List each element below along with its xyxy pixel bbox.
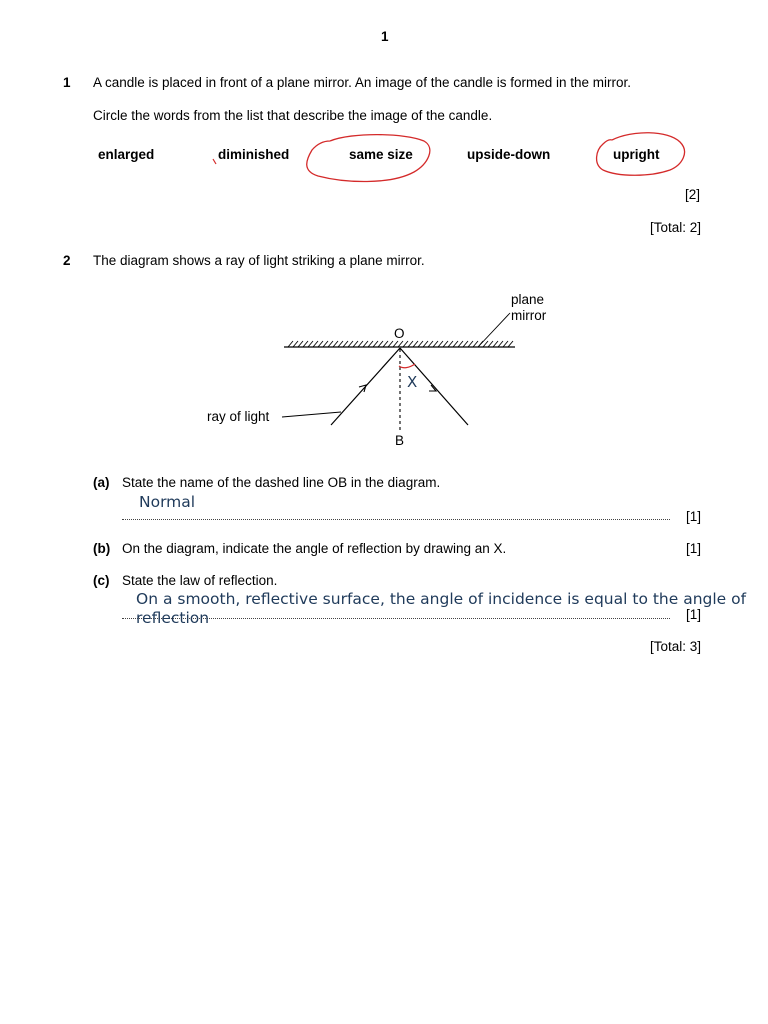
hatch-mark (333, 341, 338, 347)
hatch-mark (343, 341, 348, 347)
q2a-text: State the name of the dashed line OB in the diagram. (122, 475, 441, 490)
hatch-mark (418, 341, 423, 347)
label-ray-of-light: ray of light (207, 409, 270, 424)
q1-text: A candle is placed in front of a plane mirror. An image of the candle is formed in the mirror. (93, 75, 632, 90)
hatch-mark (338, 341, 343, 347)
angle-mark-x: X (407, 373, 418, 391)
hatch-mark (363, 341, 368, 347)
hatch-mark (318, 341, 323, 347)
q1-number: 1 (63, 75, 71, 90)
hatch-mark (388, 341, 393, 347)
hatch-mark (403, 341, 408, 347)
q2-number: 2 (63, 253, 71, 268)
hatch-mark (323, 341, 328, 347)
hatch-mark (488, 341, 493, 347)
hatch-mark (413, 341, 418, 347)
q2c-text: State the law of reflection. (122, 573, 278, 588)
hatch-mark (448, 341, 453, 347)
hatch-mark (298, 341, 303, 347)
q1-total: [Total: 2] (650, 220, 702, 235)
hatch-mark (473, 341, 478, 347)
ray-pointer (282, 412, 341, 417)
hatch-mark (368, 341, 373, 347)
hatch-mark (328, 341, 333, 347)
hatch-mark (408, 341, 413, 347)
hatch-mark (353, 341, 358, 347)
q2c-answer-line2[interactable]: reflection (136, 609, 210, 627)
q2c-marks: [1] (686, 607, 702, 622)
hatch-mark (458, 341, 463, 347)
q2-total: [Total: 3] (650, 639, 702, 654)
hatch-mark (468, 341, 473, 347)
option-diminished[interactable]: diminished (218, 147, 290, 162)
reflection-angle-arc (399, 364, 415, 368)
stray-tick-mark (213, 159, 216, 164)
hatch-mark (508, 341, 513, 347)
q2b-text: On the diagram, indicate the angle of reflection by drawing an X. (122, 541, 507, 556)
hatch-mark (428, 341, 433, 347)
hatch-mark (463, 341, 468, 347)
hatch-mark (378, 341, 383, 347)
hatch-mark (373, 341, 378, 347)
hatch-mark (398, 341, 403, 347)
circle-same-size (307, 135, 430, 182)
hatch-mark (383, 341, 388, 347)
option-enlarged[interactable]: enlarged (98, 147, 155, 162)
hatch-mark (503, 341, 508, 347)
q2a-label: (a) (93, 475, 110, 490)
label-o: O (394, 326, 405, 341)
q2c-answer-line1[interactable]: On a smooth, reflective surface, the angle of incidence is equal to the angle of (136, 590, 747, 608)
hatch-mark (433, 341, 438, 347)
q2-text: The diagram shows a ray of light striking a plane mirror. (93, 253, 425, 268)
q2b-marks: [1] (686, 541, 702, 556)
q2b-label: (b) (93, 541, 111, 556)
q2c-label: (c) (93, 573, 110, 588)
hatch-mark (313, 341, 318, 347)
option-same-size[interactable]: same size (349, 147, 413, 162)
q2a-marks: [1] (686, 509, 702, 524)
label-mirror: mirror (511, 308, 547, 323)
label-plane: plane (511, 292, 545, 307)
hatch-mark (453, 341, 458, 347)
q1-marks: [2] (685, 187, 701, 202)
hatch-mark (293, 341, 298, 347)
hatch-mark (438, 341, 443, 347)
reflected-ray (400, 348, 468, 425)
option-upside-down[interactable]: upside-down (467, 147, 551, 162)
label-b: B (395, 433, 405, 448)
hatch-mark (483, 341, 488, 347)
hatch-mark (348, 341, 353, 347)
hatch-mark (358, 341, 363, 347)
q2a-answer[interactable]: Normal (139, 493, 196, 511)
circle-upright (597, 133, 685, 176)
hatch-mark (443, 341, 448, 347)
hatch-mark (498, 341, 503, 347)
hatch-mark (393, 341, 398, 347)
hatch-mark (423, 341, 428, 347)
hatch-mark (493, 341, 498, 347)
option-upright[interactable]: upright (613, 147, 660, 162)
hatch-mark (303, 341, 308, 347)
hatch-mark (308, 341, 313, 347)
incident-arrow (359, 385, 366, 392)
mirror-pointer (478, 313, 510, 347)
hatch-mark (288, 341, 293, 347)
q1-instruction: Circle the words from the list that describe the image of the candle. (93, 108, 493, 123)
page-number: 1 (381, 29, 389, 44)
